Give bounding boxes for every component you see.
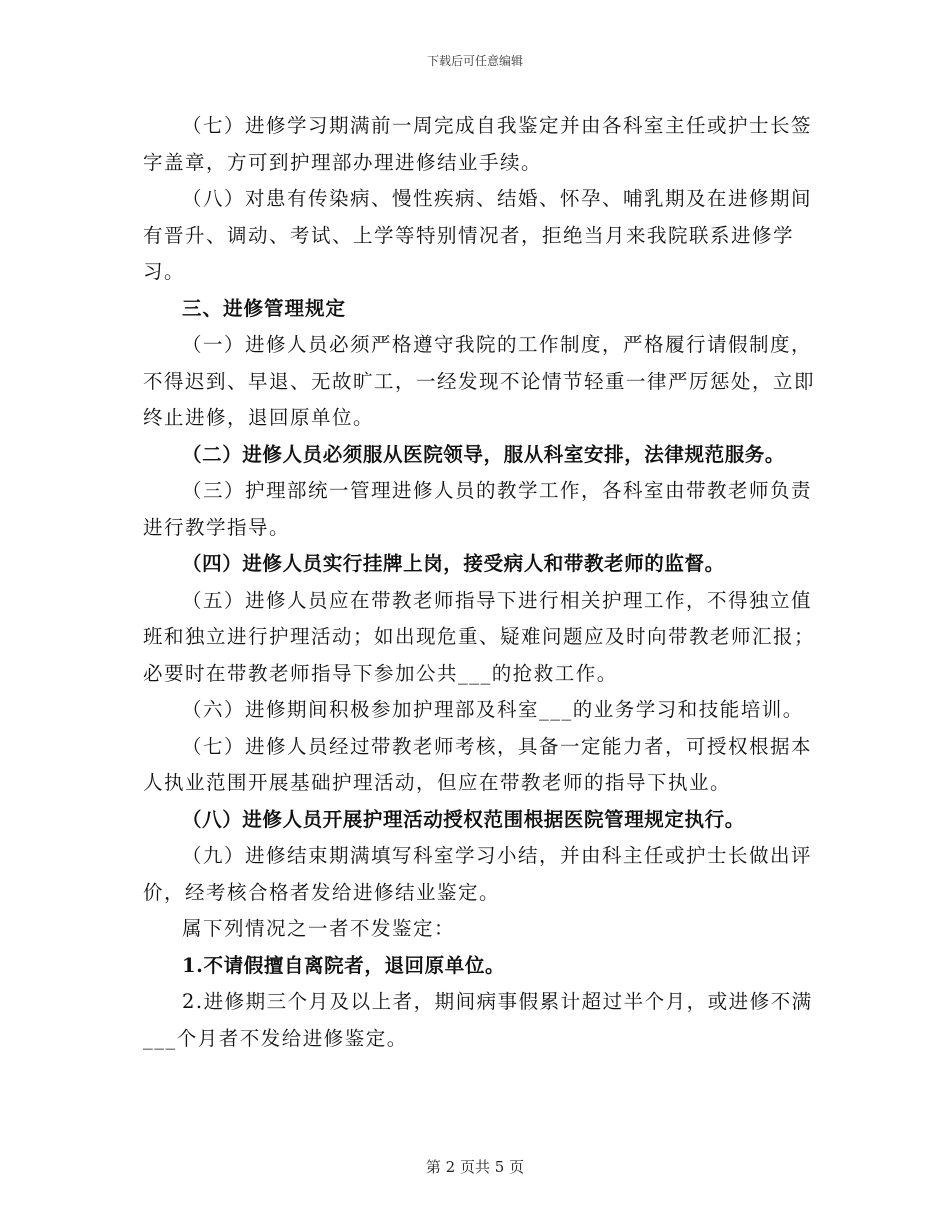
- no-certificate-item-2: 2.进修期三个月及以上者，期间病事假累计超过半个月，或进修不满___个月者不发给进修鉴定。: [143, 990, 813, 1050]
- rule-9-summary-evaluation: （九）进修结束期满填写科室学习小结，并由科主任或护士长做出评价，经考核合格者发给进修结业鉴定。: [143, 844, 813, 904]
- paragraph-8-special-conditions: （八）对患有传染病、慢性疾病、结婚、怀孕、哺乳期及在进修期间有晋升、调动、考试、上学等特别情况者，拒绝当月来我院联系进修学习。: [143, 187, 813, 283]
- section-heading-management-rules: 三、进修管理规定: [182, 296, 347, 320]
- rule-2-obey-leadership: （二）进修人员必须服从医院领导，服从科室安排，法律规范服务。: [182, 442, 786, 466]
- rule-4-badge-supervision: （四）进修人员实行挂牌上岗，接受病人和带教老师的监督。: [182, 552, 725, 575]
- no-certificate-intro: 属下列情况之一者不发鉴定：: [182, 917, 456, 940]
- rule-1-work-discipline: （一）进修人员必须严格遵守我院的工作制度，严格履行请假制度，不得迟到、早退、无故旷工，一经发现不论情节轻重一律严厉惩处，立即终止进修，退回原单位。: [143, 333, 816, 429]
- document-body: [143, 108, 823, 1057]
- rule-5-supervised-nursing: （五）进修人员应在带教老师指导下进行相关护理工作，不得独立值班和独立进行护理活动；如出现危重、疑难问题应及时向带教老师汇报；必要时在带教老师指导下参加公共___的抢救工作。: [143, 588, 816, 685]
- rule-6-training: （六）进修期间积极参加护理部及科室___的业务学习和技能培训。: [182, 698, 804, 721]
- rule-8-authorization-scope: （八）进修人员开展护理活动授权范围根据医院管理规定执行。: [182, 807, 745, 831]
- rule-3-teaching-management: （三）护理部统一管理进修人员的教学工作，各科室由带教老师负责进行教学指导。: [143, 479, 813, 539]
- rule-7-authorization: （七）进修人员经过带教老师考核，具备一定能力者，可授权根据本人执业范围开展基础护理活动，但应在带教老师的指导下执业。: [143, 734, 813, 794]
- page-header: 下载后可任意编辑: [426, 54, 523, 68]
- no-certificate-item-1: 1.不请假擅自离院者，退回原单位。: [182, 953, 506, 977]
- page-footer: 第 2 页共 5 页: [425, 1158, 525, 1176]
- paragraph-7-self-assessment: （七）进修学习期满前一周完成自我鉴定并由各科室主任或护士长签字盖章，方可到护理部办理进修结业手续。: [143, 114, 813, 174]
